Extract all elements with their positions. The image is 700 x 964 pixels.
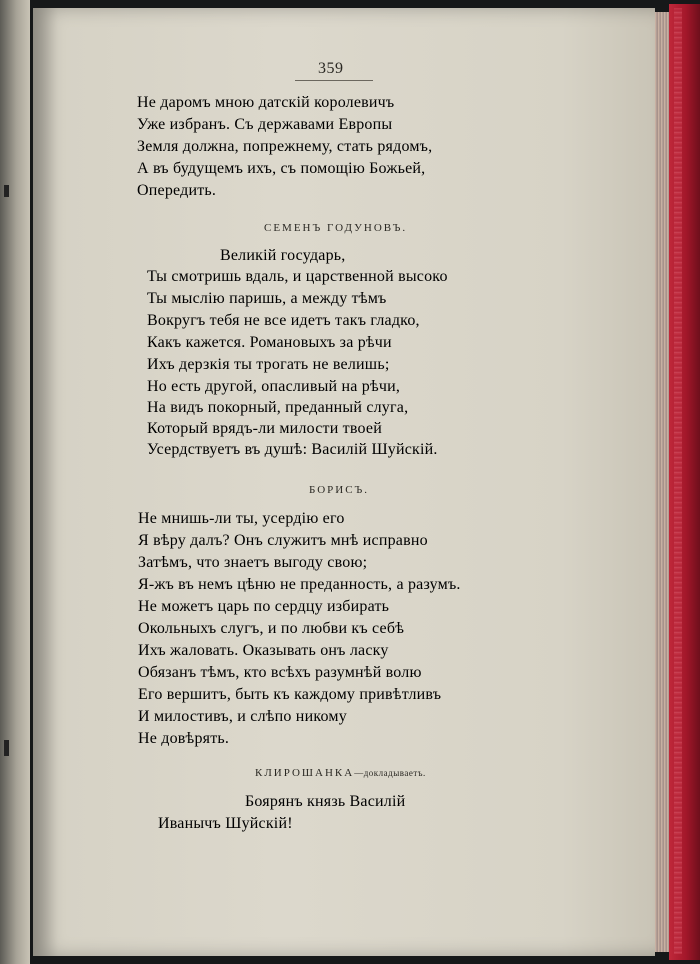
verse-line: Окольныхъ слугъ, и по любви къ себѣ <box>138 620 405 637</box>
verse-line: Великій государь, <box>220 247 346 264</box>
verse-line: Я вѣру далъ? Онъ служитъ мнѣ исправно <box>138 532 428 549</box>
page-number-rule <box>295 80 373 81</box>
speaker-heading <box>255 767 426 779</box>
speaker-heading: БОРИСЪ. <box>309 484 369 496</box>
page-edges <box>655 12 669 952</box>
page-number: 359 <box>318 60 344 77</box>
stage-direction: —докладываетъ. <box>354 768 426 778</box>
verse-line: Не можетъ царь по сердцу избирать <box>138 598 390 615</box>
verse-line: Вокругъ тебя не все идетъ такъ гладко, <box>147 312 420 329</box>
verse-line: Усердствуетъ въ душѣ: Василій Шуйскій. <box>147 441 438 458</box>
verse-line: И милостивъ, и слѣпо никому <box>138 708 347 725</box>
verse-line: Иванычъ Шуйскій! <box>158 815 293 832</box>
verse-line: Какъ кажется. Романовыхъ за рѣчи <box>147 334 392 351</box>
verse-line: А въ будущемъ ихъ, съ помощію Божьей, <box>137 160 426 177</box>
left-page-mark <box>4 185 9 197</box>
book-cover-texture <box>674 8 682 954</box>
verse-line: Ты мыслію паришь, а между тѣмъ <box>147 290 387 307</box>
verse-line: Боярянъ князь Василій <box>245 793 406 810</box>
left-page-edge <box>0 0 30 964</box>
verse-line: Ты смотришь вдаль, и царственной высоко <box>147 268 448 285</box>
verse-line: Опередить. <box>137 182 217 199</box>
verse-line: Не довѣрять. <box>138 730 230 747</box>
verse-line: Ихъ жаловать. Оказывать онъ ласку <box>138 642 389 659</box>
speaker-name: КЛИРОШАНКА <box>255 767 355 779</box>
verse-line: Ихъ дерзкія ты трогать не велишь; <box>147 356 390 373</box>
verse-line: Его вершитъ, быть къ каждому привѣтливъ <box>138 686 442 703</box>
verse-line: Но есть другой, опасливый на рѣчи, <box>147 378 401 395</box>
left-page-mark <box>4 740 9 756</box>
verse-line: Не даромъ мною датскій королевичъ <box>137 94 395 111</box>
verse-line: Я-жъ въ немъ цѣню не преданность, а разумъ. <box>138 576 461 593</box>
verse-line: Уже избранъ. Съ державами Европы <box>137 116 393 133</box>
verse-line: Затѣмъ, что знаетъ выгоду свою; <box>138 554 368 571</box>
verse-line: Земля должна, попрежнему, стать рядомъ, <box>137 138 433 155</box>
verse-line: Не мнишь-ли ты, усердію его <box>138 510 345 527</box>
verse-line: Обязанъ тѣмъ, кто всѣхъ разумнѣй волю <box>138 664 422 681</box>
verse-line: Который врядъ-ли милости твоей <box>147 420 382 437</box>
speaker-heading: СЕМЕНЪ ГОДУНОВЪ. <box>264 222 408 234</box>
verse-line: На видъ покорный, преданный слуга, <box>147 399 409 416</box>
